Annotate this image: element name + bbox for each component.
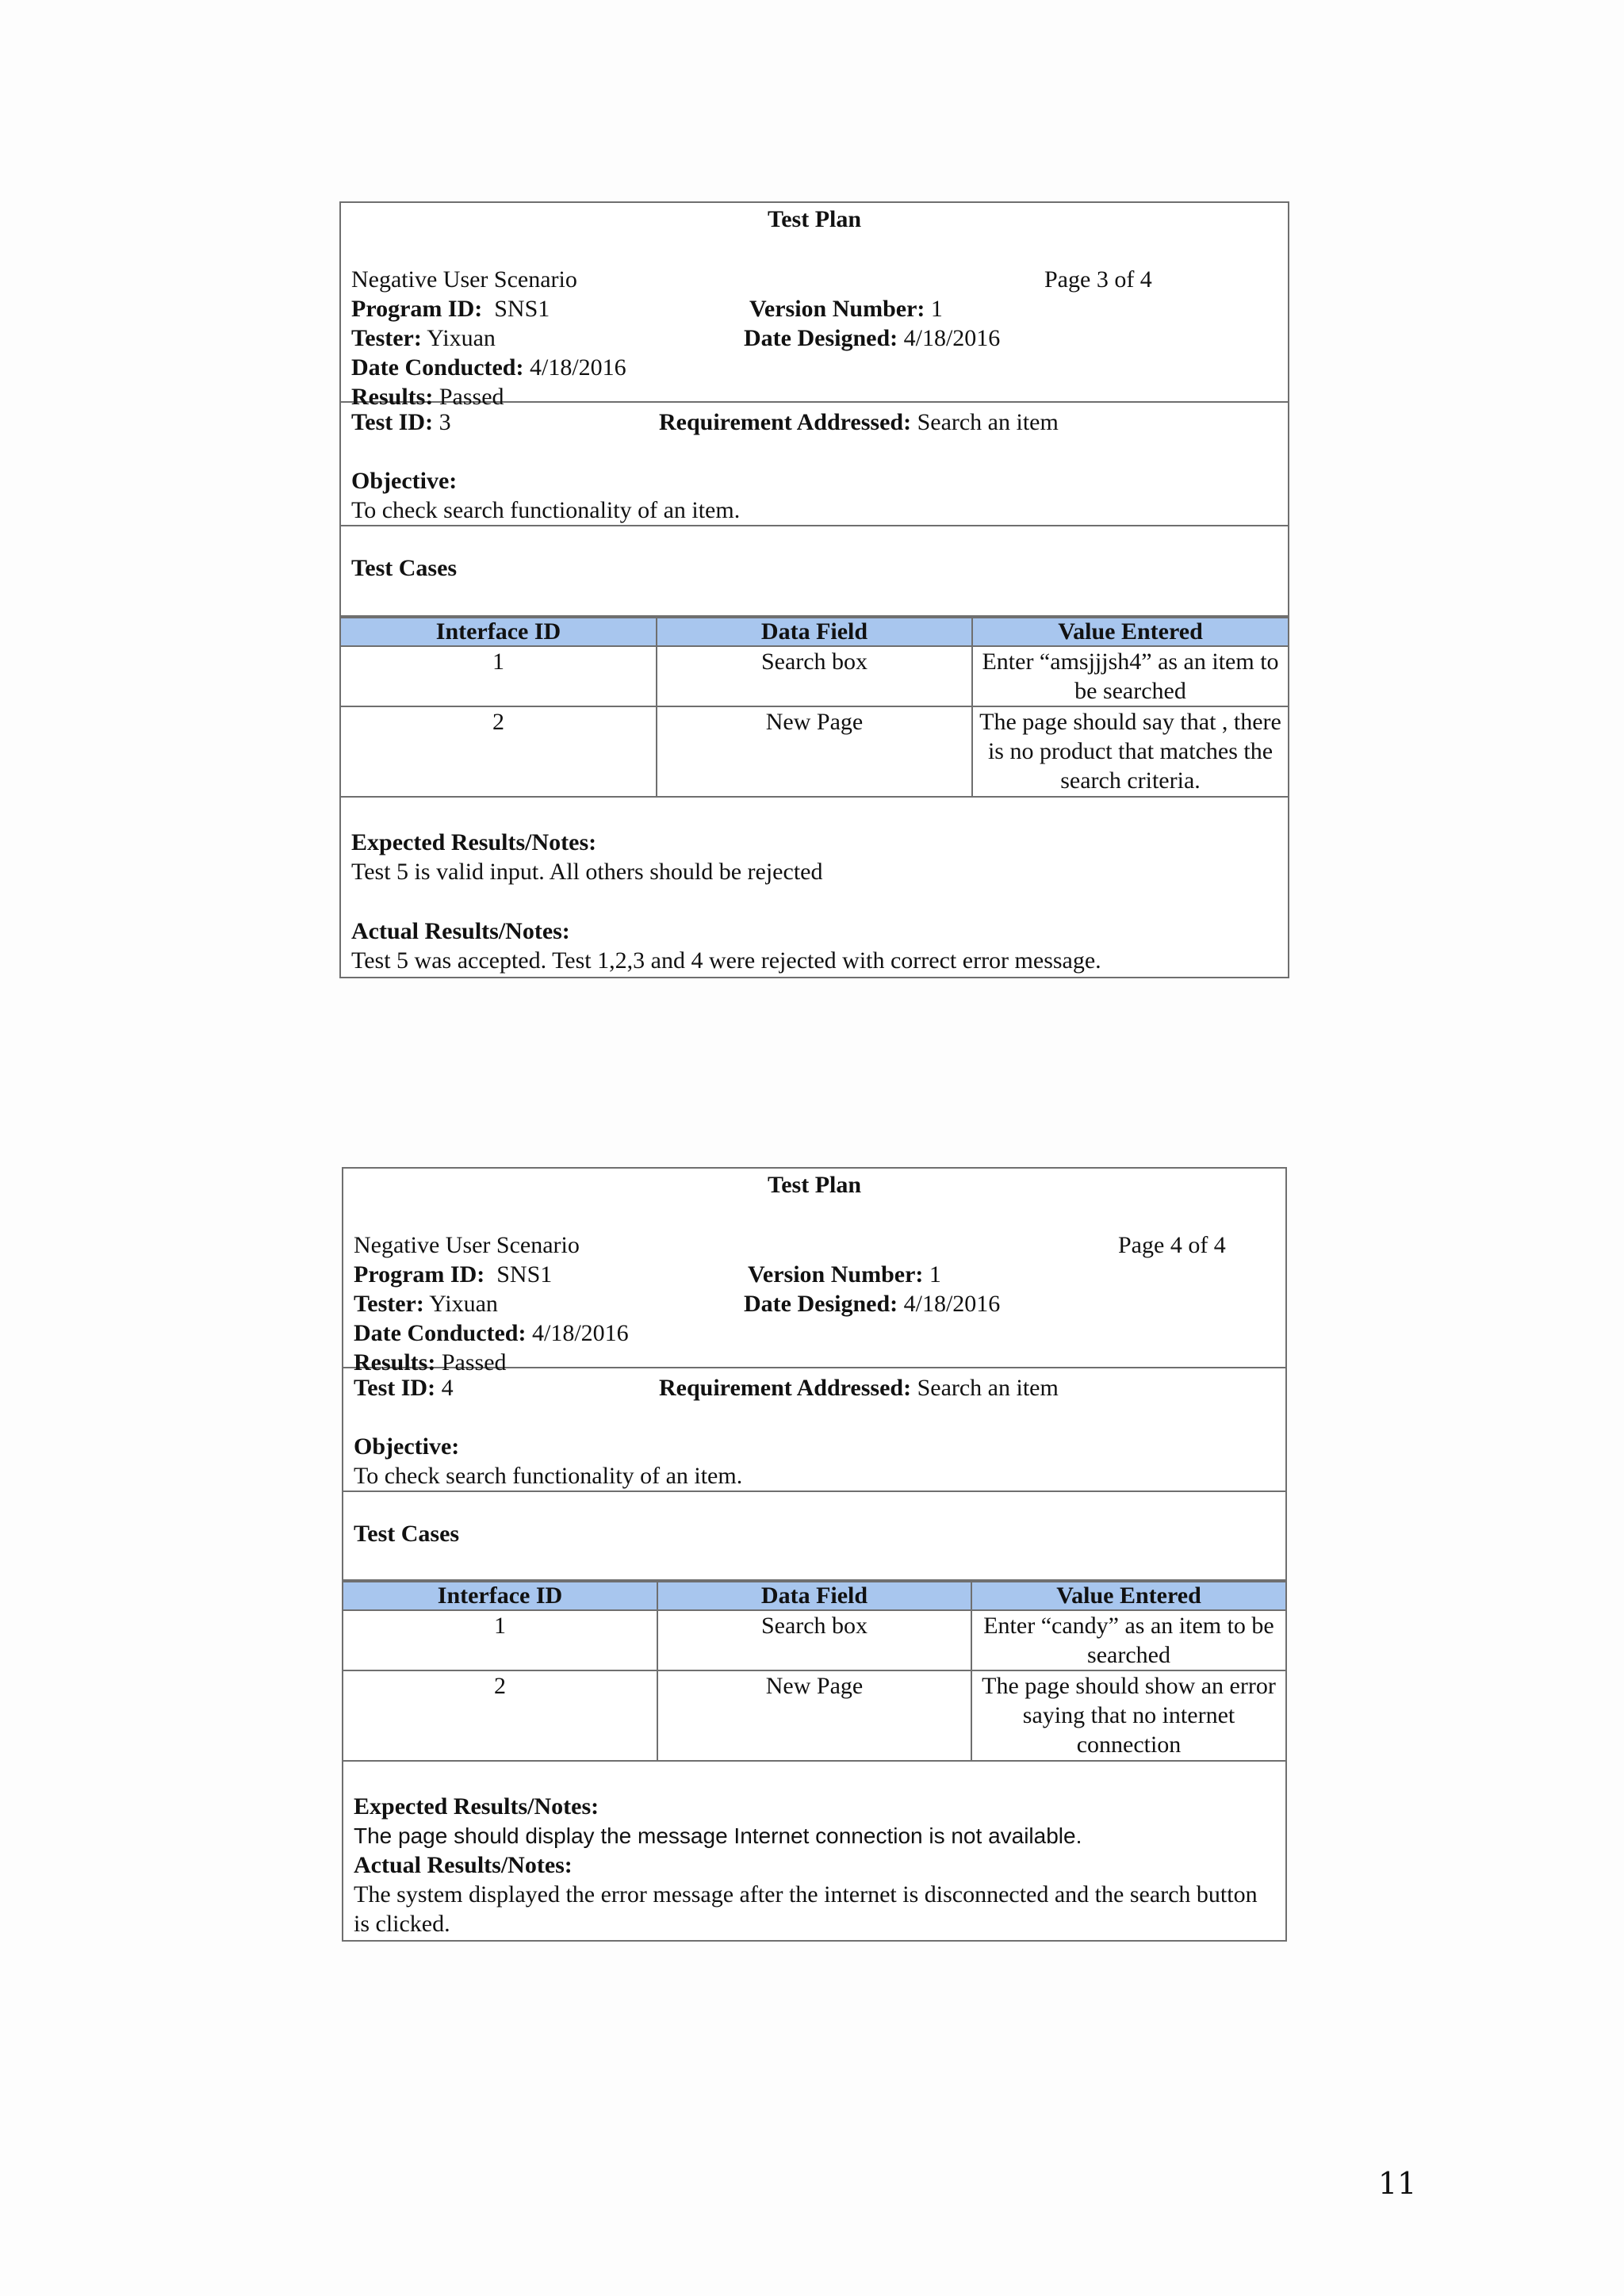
program-id-label: Program ID: bbox=[351, 296, 483, 322]
version-line bbox=[748, 1260, 941, 1289]
tester-line bbox=[351, 323, 626, 353]
test-plan-page-4 bbox=[342, 1167, 1287, 1942]
results-label: Results: bbox=[354, 1349, 436, 1376]
test-id-line bbox=[351, 408, 451, 437]
test-cases-section bbox=[341, 526, 1288, 617]
test-cases-label: Test Cases bbox=[351, 555, 458, 581]
date-designed-label: Date Designed: bbox=[744, 325, 898, 351]
page-indicator: Page 4 of 4 bbox=[1118, 1232, 1226, 1258]
test-id-line bbox=[354, 1373, 454, 1402]
objective-text: To check search functionality of an item. bbox=[351, 497, 741, 523]
cell-interface-id: 2 bbox=[343, 1670, 657, 1760]
test-cases-table-wrap bbox=[341, 617, 1288, 798]
test-cases-table bbox=[343, 1581, 1285, 1760]
version-label: Version Number: bbox=[749, 296, 925, 322]
version-value: 1 bbox=[929, 1261, 941, 1288]
test-id-label: Test ID: bbox=[354, 1375, 436, 1401]
tester-value: Yixuan bbox=[429, 1291, 498, 1317]
requirement-line bbox=[659, 1373, 1059, 1402]
test-id-value: 3 bbox=[439, 409, 451, 435]
date-designed-value: 4/18/2016 bbox=[903, 325, 1001, 351]
program-id-value: SNS1 bbox=[496, 1261, 553, 1288]
tester-line bbox=[354, 1289, 629, 1318]
cell-data-field: Search box bbox=[657, 1610, 971, 1670]
col-data-field: Data Field bbox=[657, 618, 972, 646]
cell-interface-id: 2 bbox=[341, 706, 657, 796]
test-cases-label: Test Cases bbox=[354, 1521, 460, 1547]
col-value-entered: Value Entered bbox=[971, 1582, 1285, 1610]
objective-text: To check search functionality of an item. bbox=[354, 1463, 743, 1489]
results-value: Passed bbox=[441, 1349, 507, 1376]
col-interface-id: Interface ID bbox=[341, 618, 657, 646]
table-header-row bbox=[343, 1582, 1285, 1610]
date-conducted-line bbox=[351, 353, 626, 382]
test-cases-table-wrap bbox=[343, 1581, 1285, 1762]
requirement-value: Search an item bbox=[917, 409, 1059, 435]
cell-data-field: New Page bbox=[657, 706, 972, 796]
page-number: 11 bbox=[1378, 2166, 1417, 2201]
requirement-label: Requirement Addressed: bbox=[659, 1375, 912, 1401]
scenario-label: Negative User Scenario bbox=[354, 1232, 580, 1258]
requirement-section bbox=[343, 1368, 1285, 1492]
cell-interface-id: 1 bbox=[341, 646, 657, 706]
expected-text: The page should display the message Internet connection is not available. bbox=[354, 1823, 1082, 1848]
table-header-row bbox=[341, 618, 1288, 646]
notes-section bbox=[341, 798, 1288, 977]
table-row bbox=[343, 1610, 1285, 1670]
cell-value-entered: The page should show an error saying that no internet connection bbox=[971, 1670, 1285, 1760]
scenario-label: Negative User Scenario bbox=[351, 266, 577, 293]
plan-header bbox=[343, 1169, 1285, 1376]
date-conducted-label: Date Conducted: bbox=[354, 1320, 527, 1346]
version-value: 1 bbox=[930, 296, 943, 322]
test-cases-table bbox=[341, 617, 1288, 796]
date-designed-line bbox=[744, 323, 1000, 353]
results-label: Results: bbox=[351, 384, 434, 410]
results-value: Passed bbox=[439, 384, 504, 410]
requirement-value: Search an item bbox=[917, 1375, 1059, 1401]
objective-label: Objective: bbox=[354, 1433, 460, 1460]
table-row bbox=[341, 646, 1288, 706]
table-row bbox=[341, 706, 1288, 796]
test-plan-page-3 bbox=[339, 201, 1289, 978]
col-interface-id: Interface ID bbox=[343, 1582, 657, 1610]
tester-label: Tester: bbox=[351, 325, 422, 351]
table-row bbox=[343, 1670, 1285, 1760]
col-data-field: Data Field bbox=[657, 1582, 971, 1610]
cell-data-field: New Page bbox=[657, 1670, 971, 1760]
date-designed-label: Date Designed: bbox=[744, 1291, 898, 1317]
tester-value: Yixuan bbox=[427, 325, 496, 351]
cell-data-field: Search box bbox=[657, 646, 972, 706]
plan-meta-left bbox=[354, 1230, 629, 1377]
plan-meta-left bbox=[351, 265, 626, 411]
notes-section bbox=[343, 1762, 1285, 1940]
date-conducted-label: Date Conducted: bbox=[351, 354, 524, 381]
program-id-label: Program ID: bbox=[354, 1261, 485, 1288]
version-line bbox=[749, 294, 943, 323]
expected-label: Expected Results/Notes: bbox=[354, 1793, 599, 1820]
objective-block bbox=[354, 1432, 742, 1490]
program-id-line bbox=[354, 1260, 629, 1289]
date-conducted-line bbox=[354, 1318, 629, 1348]
requirement-line bbox=[659, 408, 1059, 437]
plan-title: Test Plan bbox=[767, 1172, 862, 1198]
test-id-value: 4 bbox=[441, 1375, 454, 1401]
actual-label: Actual Results/Notes: bbox=[354, 1852, 573, 1878]
actual-text: The system displayed the error message after the internet is disconnected and the search button is clicked. bbox=[354, 1881, 1258, 1937]
plan-header bbox=[341, 203, 1288, 410]
requirement-section bbox=[341, 403, 1288, 526]
tester-label: Tester: bbox=[354, 1291, 424, 1317]
expected-label: Expected Results/Notes: bbox=[351, 829, 597, 855]
requirement-label: Requirement Addressed: bbox=[659, 409, 912, 435]
expected-text: Test 5 is valid input. All others should be rejected bbox=[351, 859, 823, 885]
date-designed-line bbox=[744, 1289, 1000, 1318]
date-conducted-value: 4/18/2016 bbox=[532, 1320, 629, 1346]
program-id-value: SNS1 bbox=[494, 296, 550, 322]
test-cases-section bbox=[343, 1492, 1285, 1581]
cell-value-entered: The page should say that , there is no product that matches the search criteria. bbox=[972, 706, 1288, 796]
test-id-label: Test ID: bbox=[351, 409, 434, 435]
cell-value-entered: Enter “amsjjjsh4” as an item to be searched bbox=[972, 646, 1288, 706]
actual-label: Actual Results/Notes: bbox=[351, 918, 570, 944]
objective-label: Objective: bbox=[351, 468, 458, 494]
cell-value-entered: Enter “candy” as an item to be searched bbox=[971, 1610, 1285, 1670]
program-id-line bbox=[351, 294, 626, 323]
objective-block bbox=[351, 466, 740, 525]
page-indicator: Page 3 of 4 bbox=[1044, 266, 1152, 293]
actual-text: Test 5 was accepted. Test 1,2,3 and 4 were rejected with correct error message. bbox=[351, 947, 1101, 974]
date-designed-value: 4/18/2016 bbox=[903, 1291, 1001, 1317]
date-conducted-value: 4/18/2016 bbox=[530, 354, 626, 381]
col-value-entered: Value Entered bbox=[972, 618, 1288, 646]
cell-interface-id: 1 bbox=[343, 1610, 657, 1670]
plan-title: Test Plan bbox=[767, 206, 862, 232]
version-label: Version Number: bbox=[748, 1261, 924, 1288]
